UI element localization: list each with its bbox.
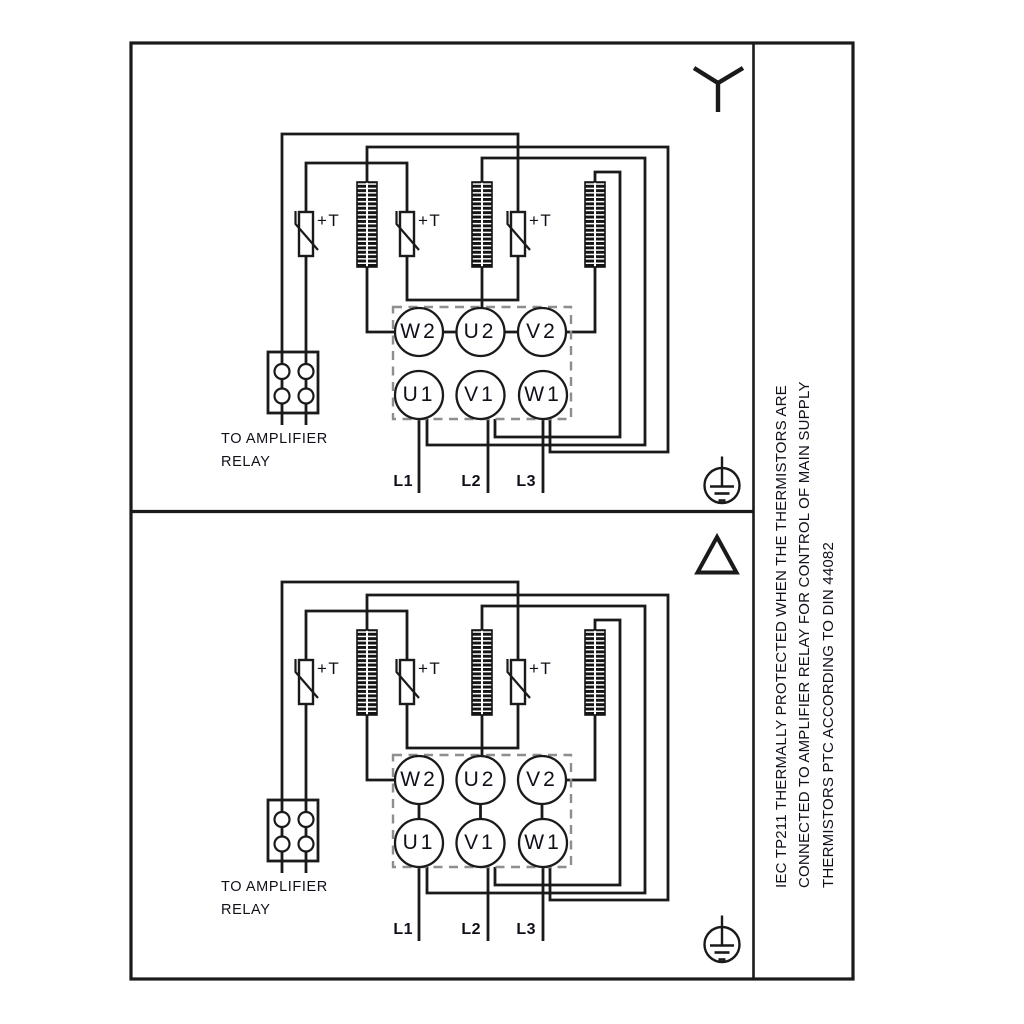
- terminal-label-v1: V1: [464, 383, 496, 406]
- side-note-line3: THERMISTORS PTC ACCORDING TO DIN 44082: [819, 541, 837, 888]
- relay-caption-line2: RELAY: [221, 454, 271, 470]
- terminal-label-w1: W1: [524, 383, 562, 406]
- terminal-label-u1: U1: [402, 383, 436, 406]
- terminal-label-v2: V2: [526, 320, 558, 343]
- delta-connection-icon: [698, 537, 737, 573]
- thermistor-label: +T: [529, 659, 553, 678]
- side-note-line1: IEC TP211 THERMALLY PROTECTED WHEN THE THERMISTORS ARE: [773, 385, 790, 888]
- thermistor-label: +T: [529, 211, 553, 230]
- relay-caption-line1: TO AMPLIFIER: [221, 879, 328, 895]
- supply-label-l1: L1: [393, 921, 413, 938]
- delta-bridge-links: [419, 804, 542, 820]
- supply-label-l3: L3: [516, 921, 536, 938]
- terminal-label-w1: W1: [524, 831, 562, 854]
- thermistor-label: +T: [317, 659, 341, 678]
- terminal-label-u2: U2: [463, 768, 497, 791]
- delta-panel-circuit: [268, 582, 668, 941]
- star-panel-circuit: [268, 134, 668, 493]
- supply-label-l1: L1: [393, 473, 413, 490]
- thermistor-label: +T: [418, 211, 442, 230]
- terminal-label-v2: V2: [526, 768, 558, 791]
- relay-caption-line1: TO AMPLIFIER: [221, 431, 328, 447]
- thermistor-label: +T: [418, 659, 442, 678]
- terminal-label-u1: U1: [402, 831, 436, 854]
- supply-label-l3: L3: [516, 473, 536, 490]
- supply-label-l2: L2: [461, 473, 481, 490]
- terminal-label-w2: W2: [400, 768, 438, 791]
- side-note-text: [770, 343, 840, 888]
- terminal-label-v1: V1: [464, 831, 496, 854]
- relay-caption-line2: RELAY: [221, 902, 271, 918]
- terminal-label-u2: U2: [463, 320, 497, 343]
- thermistor-label: +T: [317, 211, 341, 230]
- terminal-label-w2: W2: [400, 320, 438, 343]
- star-connection-icon: [694, 68, 743, 112]
- side-note-line2: CONNECTED TO AMPLIFIER RELAY FOR CONTROL OF MAIN SUPPLY: [796, 381, 814, 888]
- supply-label-l2: L2: [461, 921, 481, 938]
